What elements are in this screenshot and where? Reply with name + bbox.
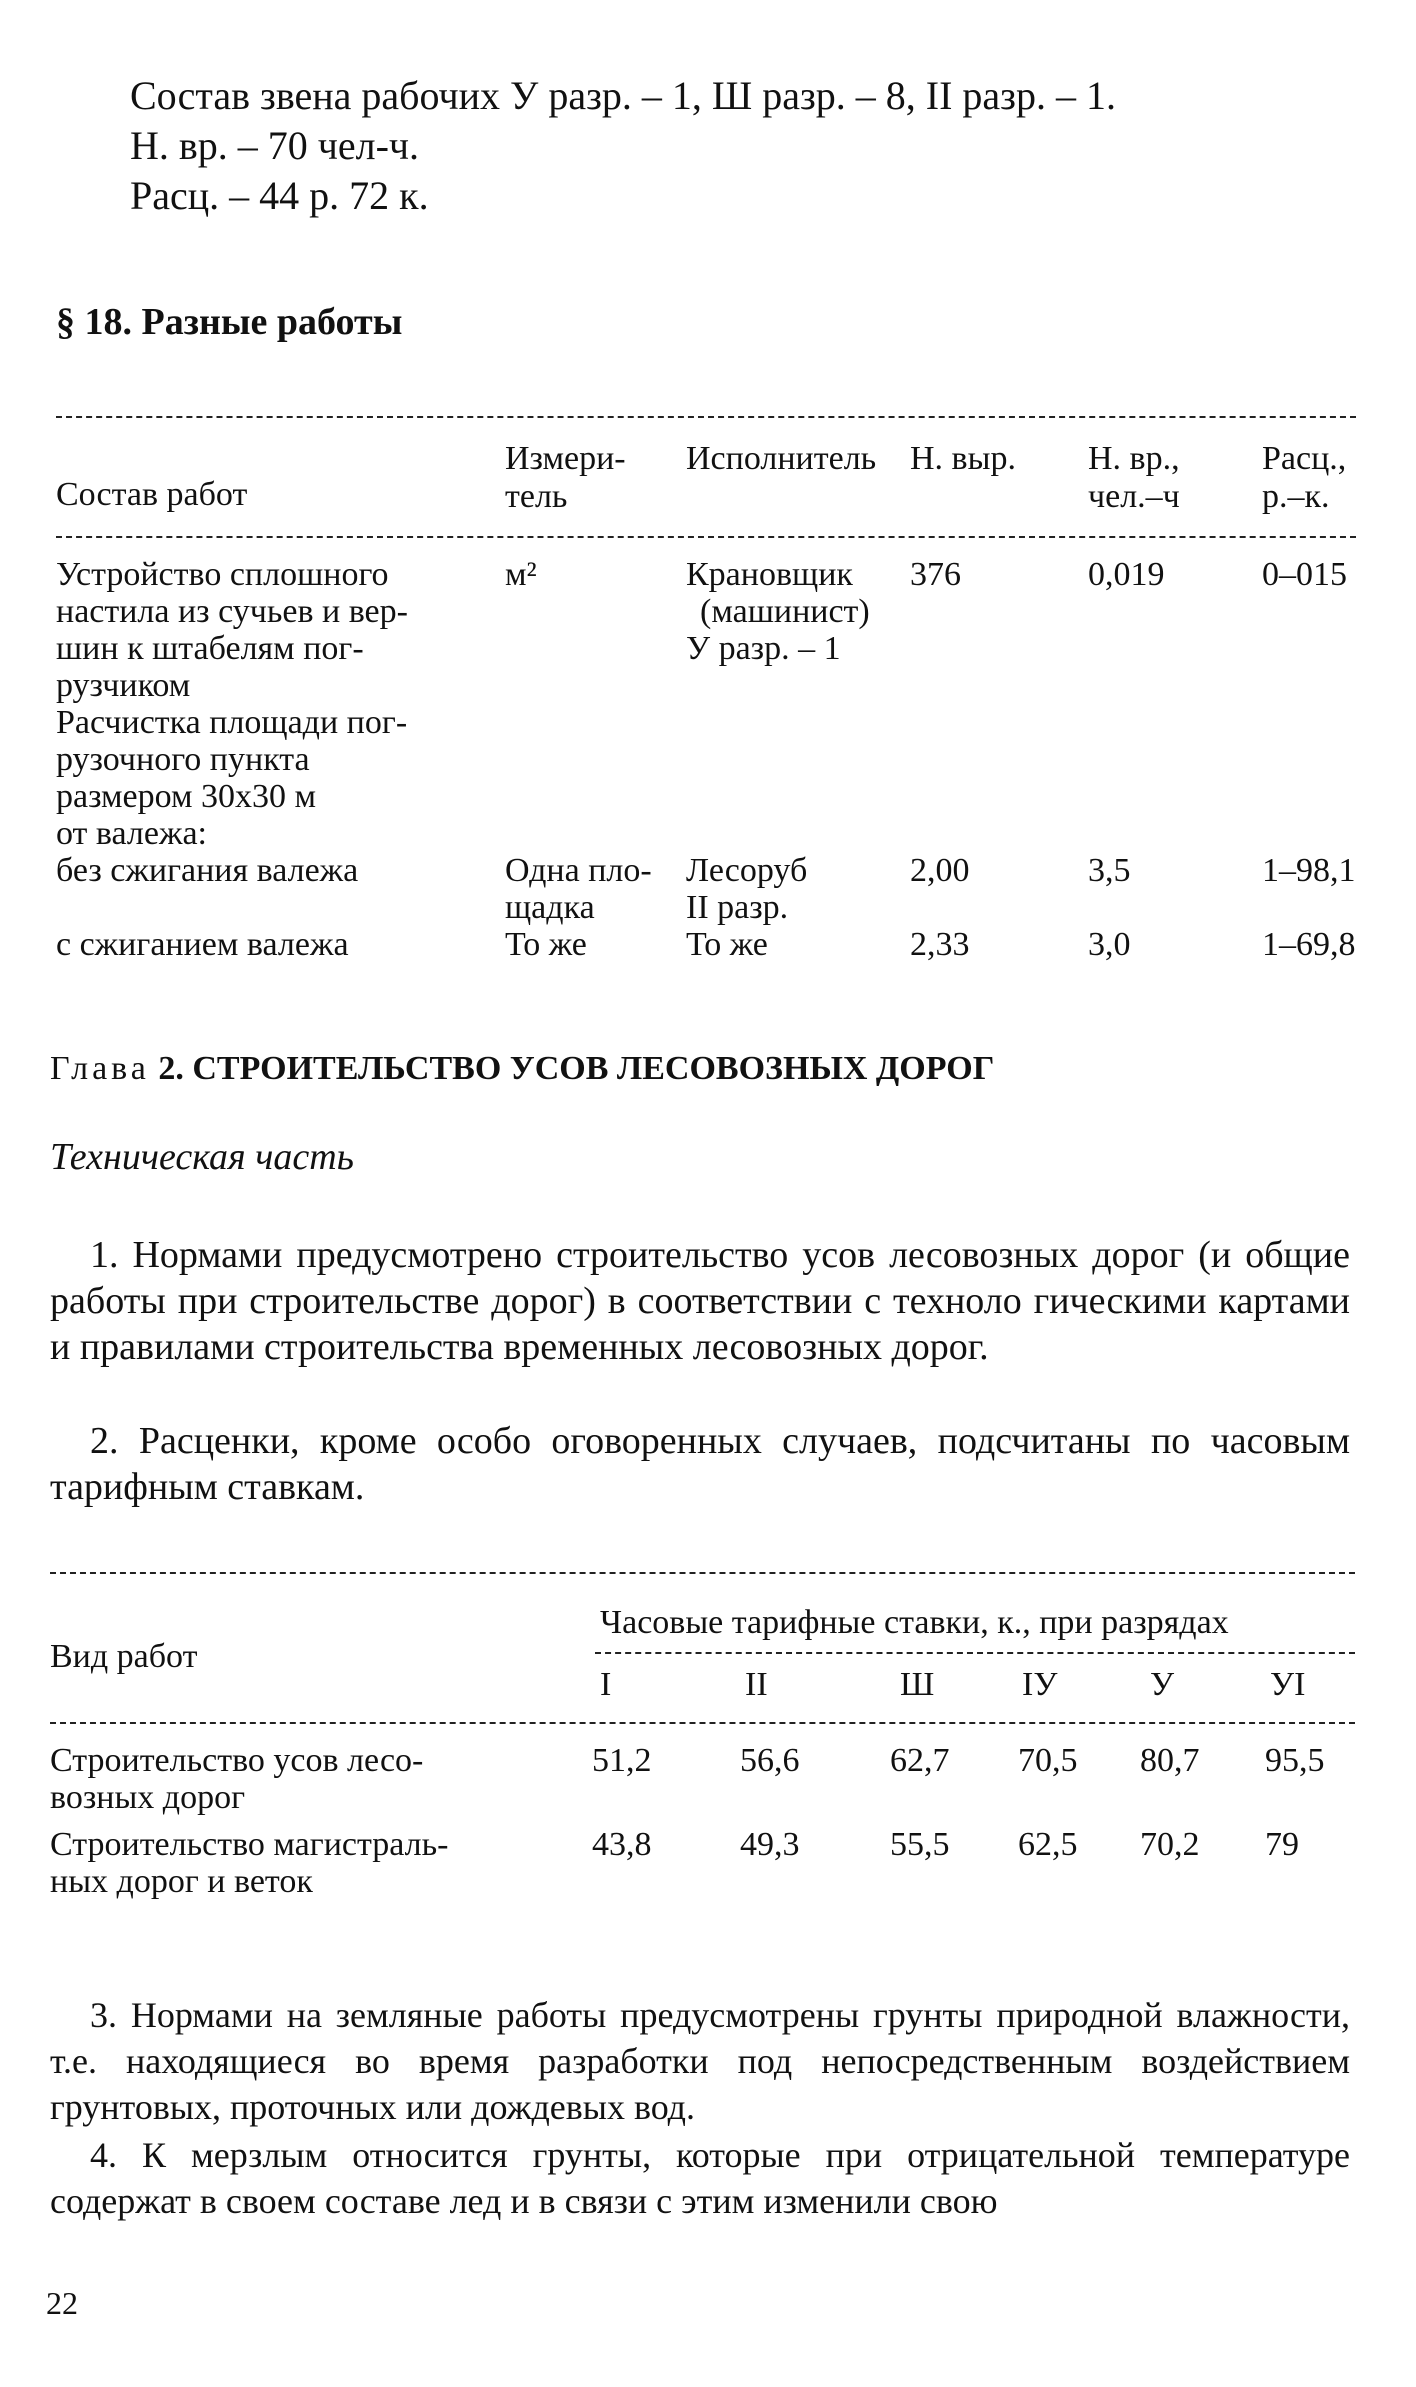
row3-time-norm: 3,5 [1088,852,1131,889]
rate-cell: 79 [1265,1826,1299,1863]
rate-cell: 49,3 [740,1826,800,1863]
intro-line-crew: Состав звена рабочих У разр. – 1, Ш разр. – 8, II разр. – 1. [130,73,1116,118]
th-grade: У [1150,1666,1175,1703]
row-name-line: ных дорог и веток [50,1863,313,1900]
table2-top-rule [50,1572,1355,1574]
row1-rate: 0–015 [1262,556,1347,593]
row1-desc-line: настила из сучьев и вер- [56,593,408,630]
row3-output-norm: 2,00 [910,852,970,889]
rate-cell: 62,5 [1018,1826,1078,1863]
th-rate-b: р.–к. [1262,478,1330,515]
chapter-title: 2. СТРОИТЕЛЬСТВО УСОВ ЛЕСОВОЗНЫХ ДОРОГ [158,1050,995,1087]
table2-header-rule [50,1722,1355,1724]
rate-cell: 51,2 [592,1742,652,1779]
row4-desc: с сжиганием валежа [56,926,349,963]
rate-cell: 55,5 [890,1826,950,1863]
th-grade: II [745,1666,768,1703]
row-name-line: Строительство усов лесо- [50,1742,424,1779]
row1-worker-line: (машинист) [700,593,870,630]
row1-worker-line: У разр. – 1 [686,630,841,667]
rate-cell: 70,2 [1140,1826,1200,1863]
rate-cell: 56,6 [740,1742,800,1779]
row3-desc: без сжигания валежа [56,852,359,889]
th-work-type: Вид работ [50,1638,198,1675]
paragraph-1: 1. Нормами предусмотрено строительство усов лесовозных дорог (и общие работы при строительстве дорог) в соответствии с техноло гическими картами и правилами строительства временных лесовозных дорог. [50,1234,1350,1368]
row-name-line: Строительство магистраль- [50,1826,449,1863]
rate-cell: 95,5 [1265,1742,1325,1779]
th-time-norm-a: Н. вр., [1088,440,1180,477]
th-time-norm-b: чел.–ч [1088,478,1180,515]
rate-cell: 80,7 [1140,1742,1200,1779]
row1-time-norm: 0,019 [1088,556,1165,593]
row4-worker: То же [686,926,768,963]
rate-cell: 62,7 [890,1742,950,1779]
row2-desc-line: рузочного пункта [56,741,310,778]
paragraph-2: 2. Расценки, кроме особо оговоренных случаев, подсчитаны по часовым тарифным ставкам. [50,1420,1350,1508]
row4-unit: То же [505,926,587,963]
th-rate-group: Часовые тарифные ставки, к., при разрядах [600,1604,1229,1641]
row-name-line: возных дорог [50,1779,246,1816]
row1-unit: м² [505,556,537,593]
th-grade: Ш [900,1666,935,1703]
table-top-rule [56,416,1356,418]
row1-worker-line: Крановщик [686,556,853,593]
th-output-norm: Н. выр. [910,440,1016,477]
row1-desc-line: Устройство сплошного [56,556,389,593]
row2-desc-line: от валежа: [56,815,207,852]
th-grade: IУ [1022,1666,1058,1703]
paragraph-3: 3. Нормами на земляные работы предусмотрены грунты природной влажности, т.е. находящиеся во время разработки под непосредственным воздействием грунтовых, проточных или дождевых вод. [50,1995,1350,2127]
intro-line-norm: Н. вр. – 70 чел-ч. [130,123,420,168]
row4-time-norm: 3,0 [1088,926,1131,963]
row4-rate: 1–69,8 [1262,926,1356,963]
table2-group-rule [595,1652,1355,1654]
th-worker: Исполнитель [686,440,877,477]
rate-cell: 70,5 [1018,1742,1078,1779]
row1-desc-line: шин к штабелям пог- [56,630,364,667]
row3-unit-line: щадка [505,889,595,926]
chapter-heading [50,1050,994,1088]
th-composition: Состав работ [56,476,248,513]
paragraph-4: 4. К мерзлым относится грунты, которые при отрицательной температуре содержат в своем составе лед и в связи с этим изменили свою [50,2135,1350,2221]
row3-worker-line: Лесоруб [686,852,808,889]
row3-rate: 1–98,1 [1262,852,1356,889]
table-header-rule [56,536,1356,538]
th-grade: I [600,1666,612,1703]
th-unit-a: Измери- [505,440,626,477]
row3-worker-line: II разр. [686,889,789,926]
row2-desc-line: Расчистка площади пог- [56,704,408,741]
row4-output-norm: 2,33 [910,926,970,963]
row1-output-norm: 376 [910,556,961,593]
chapter-prefix: Глава [50,1050,150,1087]
row3-unit-line: Одна пло- [505,852,652,889]
th-rate-a: Расц., [1262,440,1347,477]
subheading: Техническая часть [50,1136,354,1178]
page-number: 22 [46,2285,78,2321]
rate-cell: 43,8 [592,1826,652,1863]
section-title: § 18. Разные работы [56,301,403,343]
intro-line-rate: Расц. – 44 р. 72 к. [130,173,429,218]
th-grade: УI [1270,1666,1306,1703]
th-unit-b: тель [505,478,568,515]
row1-desc-line: рузчиком [56,667,191,704]
row2-desc-line: размером 30х30 м [56,778,317,815]
